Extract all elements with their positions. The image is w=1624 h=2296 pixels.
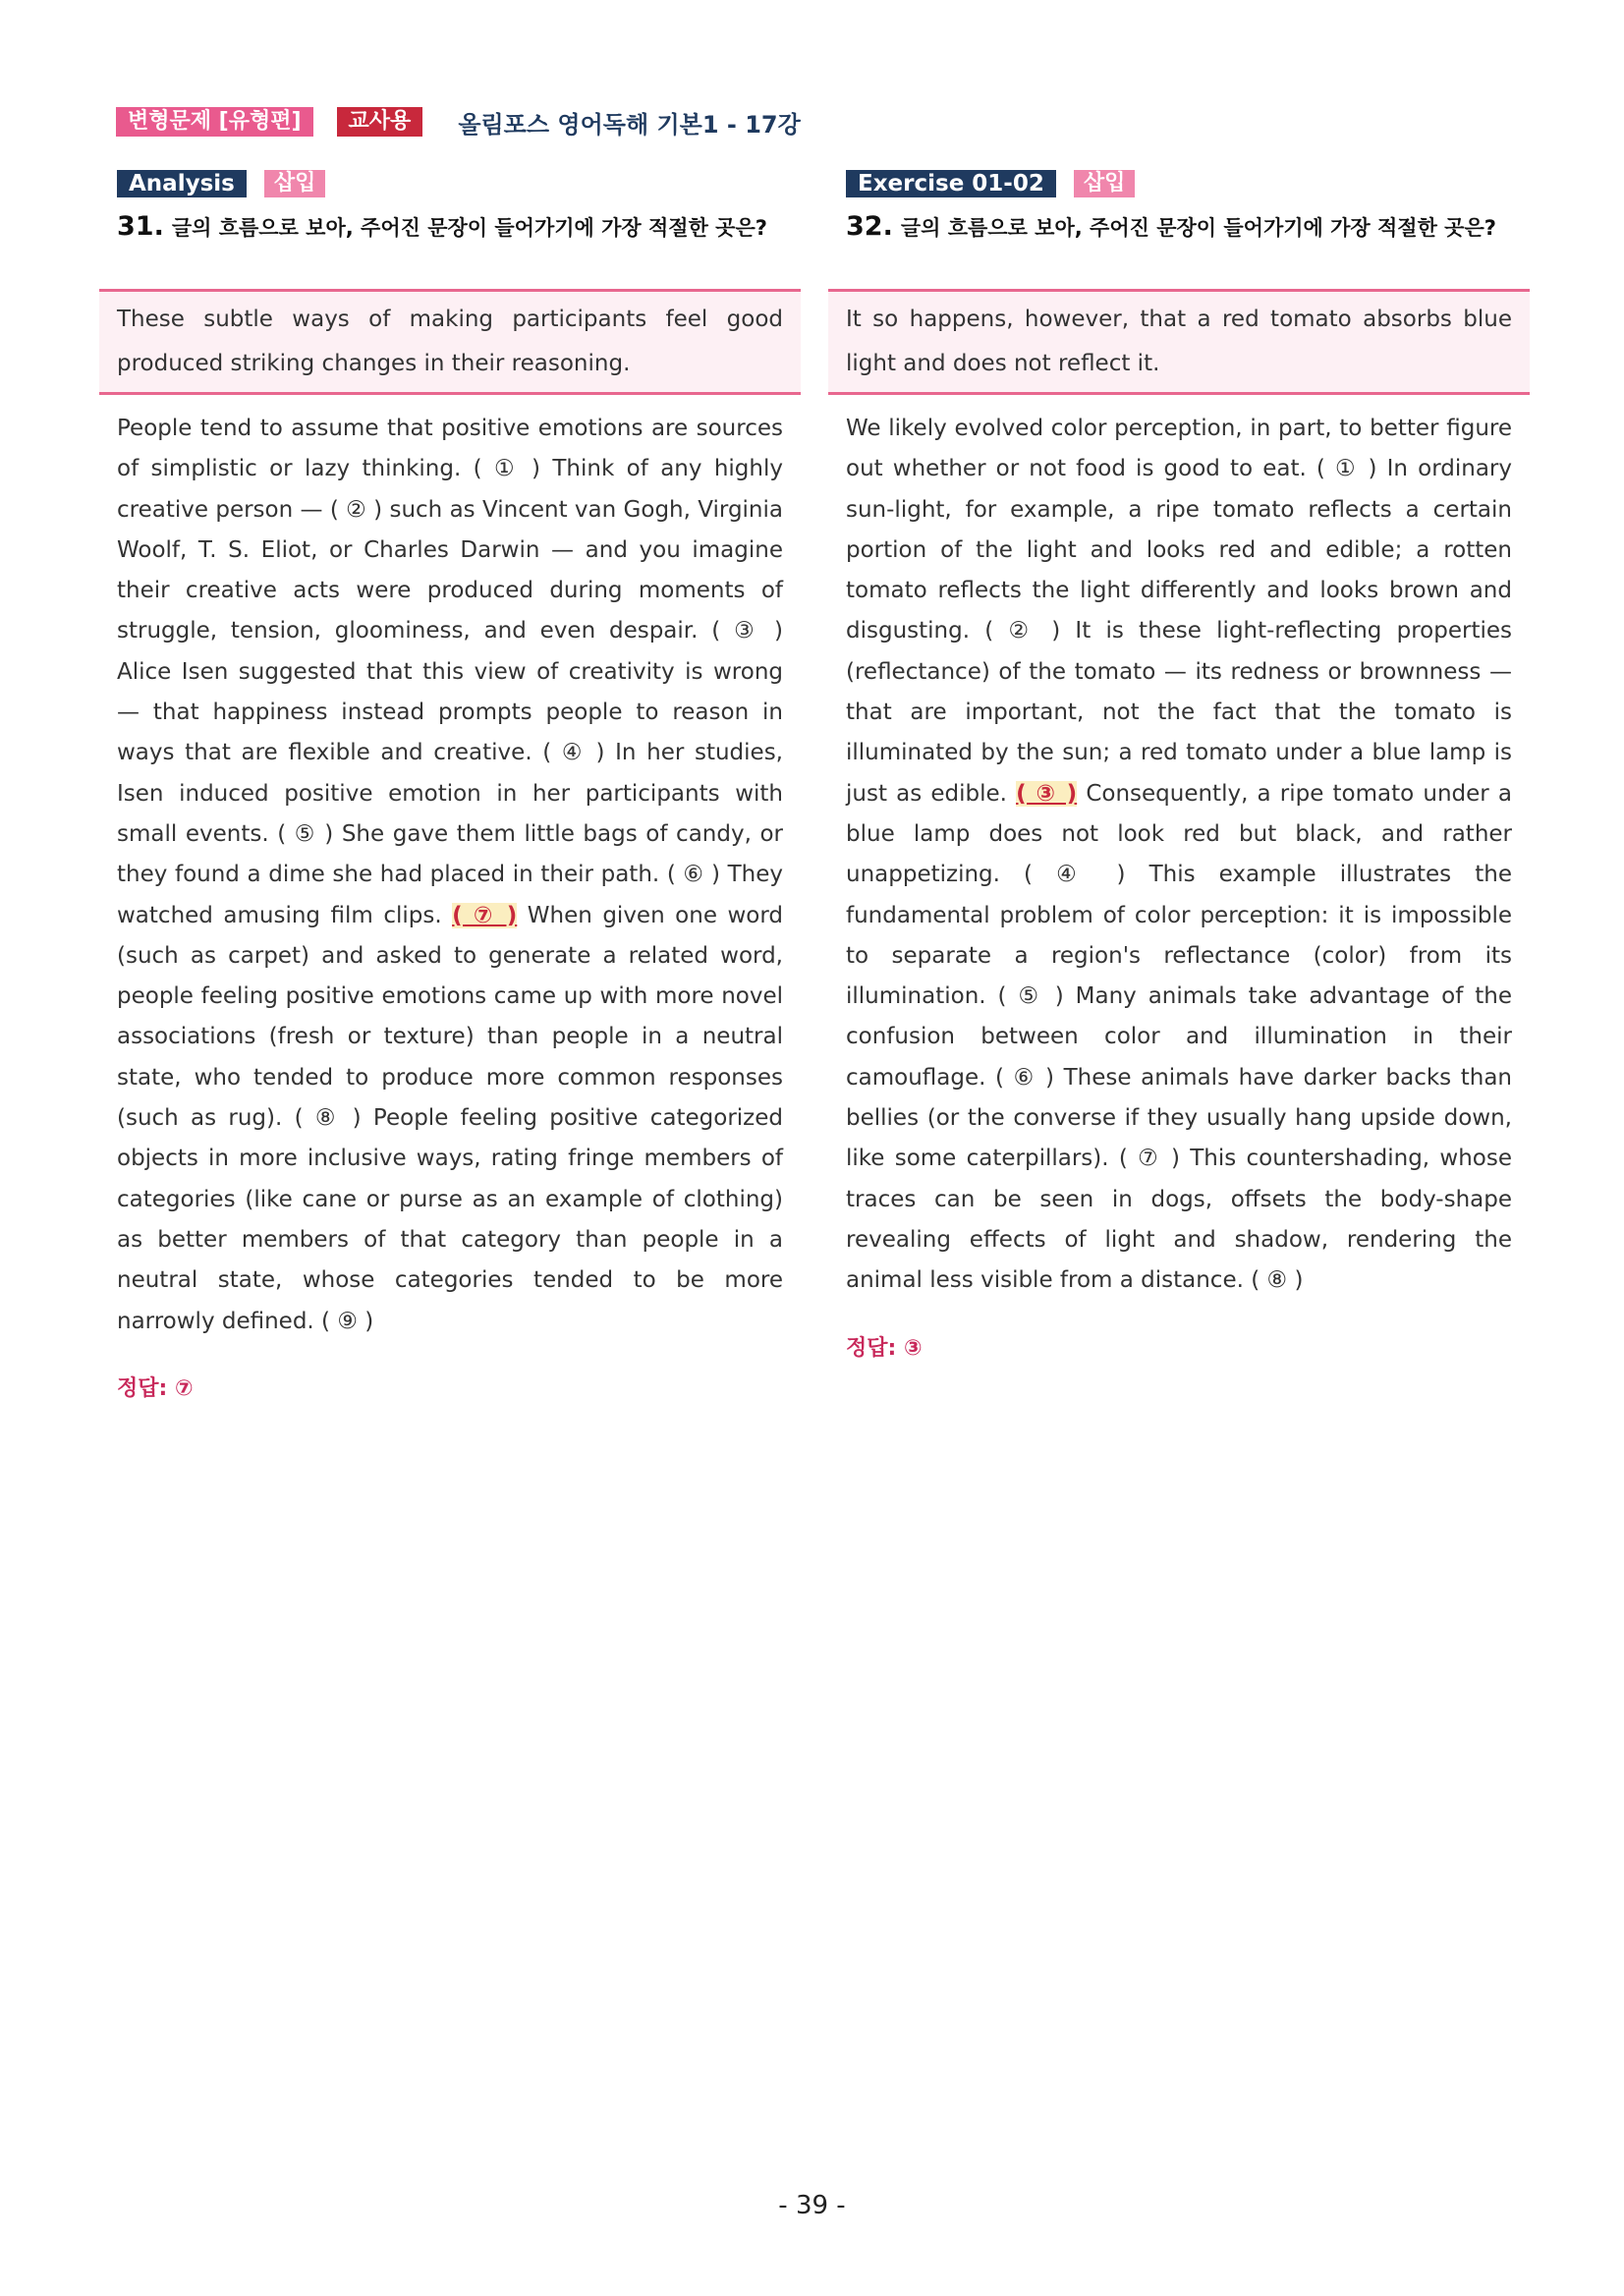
passage — [828, 409, 1530, 1302]
passage-text-after: Consequently, a ripe tomato under a blue lamp does not look red but black, and rather unappetizing. ( ④ ) This example illustrates the fundamental problem of color perception: it is impossible to separate a region's reflectance (color) from its illumination. ( ⑤ ) Many animals take advantage of the confusion between color and illumination in their camouflage. ( ⑥ ) These animals have darker backs than bellies (or the converse if they usually hang upside down, like some caterpillars). ( ⑦ ) This countershading, whose traces can be seen in dogs, offsets the body-shape revealing effects of light and shadow, rendering the animal less visible from a distance. ( ⑧ ) — [846, 780, 1512, 1294]
question-prompt — [828, 208, 1530, 283]
given-sentence-box — [99, 289, 801, 395]
question-number: 32. — [846, 211, 893, 242]
passage-text-before: People tend to assume that positive emotions are sources of simplistic or lazy thinking. ( ① ) Think of any highly creative person — ( ② ) such as Vincent van Gogh, Virginia Woolf, T. S. Eliot, or Charles Darwin — and you imagine their creative acts were produced during moments of struggle, tension, gloominess, and even despair. ( ③ ) Alice Isen suggested that this view of creativity is wrong — that happiness instead prompts people to reason in ways that are flexible and creative. ( ④ ) In her studies, Isen induced positive emotion in her participants with small events. ( ⑤ ) She gave them little bags of candy, or they found a dime she had placed in their path. ( ⑥ ) They watched amusing film clips. — [117, 416, 783, 928]
answer-label: 정답: ⑦ — [117, 1375, 194, 1401]
given-sentence-box — [828, 289, 1530, 395]
question-31-column — [99, 169, 801, 1402]
question-32-column — [828, 169, 1530, 1362]
section-label: Analysis — [117, 170, 247, 197]
answer-position-mark: ( ③ ) — [1016, 780, 1078, 807]
header-title: 올림포스 영어독해 기본1 - 17강 — [458, 110, 801, 139]
label-row — [828, 169, 1530, 198]
section-label: Exercise 01-02 — [846, 170, 1056, 197]
answer-label: 정답: ③ — [846, 1335, 923, 1361]
teacher-tag: 교사용 — [337, 107, 423, 137]
question-text: 글의 흐름으로 보아, 주어진 문장이 들어가기에 가장 적절한 곳은? — [900, 216, 1496, 240]
given-sentence: These subtle ways of making participants feel good produced striking changes in their reasoning. — [117, 307, 783, 376]
category-tag: 변형문제 [유형편] — [116, 107, 313, 137]
type-tag: 삽입 — [1074, 170, 1136, 197]
page-number: - 39 - — [778, 2191, 846, 2220]
question-text: 글의 흐름으로 보아, 주어진 문장이 들어가기에 가장 적절한 곳은? — [171, 216, 767, 240]
passage-text-before: We likely evolved color perception, in part, to better figure out whether or not food is good to eat. ( ① ) In ordinary sun-light, for example, a ripe tomato reflects a certain portion of the light and looks red and edible; a rotten tomato reflects the light differently and looks brown and disgusting. ( ② ) It is these light-reflecting properties (reflectance) of the tomato — its redness or brownness — that are important, not the fact that the tomato is illuminated by the sun; a red tomato under a blue lamp is just as edible. — [846, 416, 1512, 807]
page-header — [116, 102, 801, 141]
label-row — [99, 169, 801, 198]
question-number: 31. — [117, 211, 164, 242]
passage-text-after: When given one word (such as carpet) and asked to generate a related word, people feeling positive emotions came up with more novel associations (fresh or texture) than people in a neutral state, who tended to produce more common responses (such as rug). ( ⑧ ) People feeling positive categorized objects in more inclusive ways, rating fringe members of categories (like cane or purse as an example of clothing) as better members of that category than people in a neutral state, whose categories tended to be more narrowly defined. ( ⑨ ) — [117, 902, 784, 1334]
question-prompt — [99, 208, 801, 283]
given-sentence: It so happens, however, that a red tomato absorbs blue light and does not reflect it. — [846, 307, 1512, 376]
passage — [99, 409, 801, 1342]
answer-position-mark: ( ⑦ ) — [452, 902, 518, 928]
type-tag: 삽입 — [264, 170, 326, 197]
